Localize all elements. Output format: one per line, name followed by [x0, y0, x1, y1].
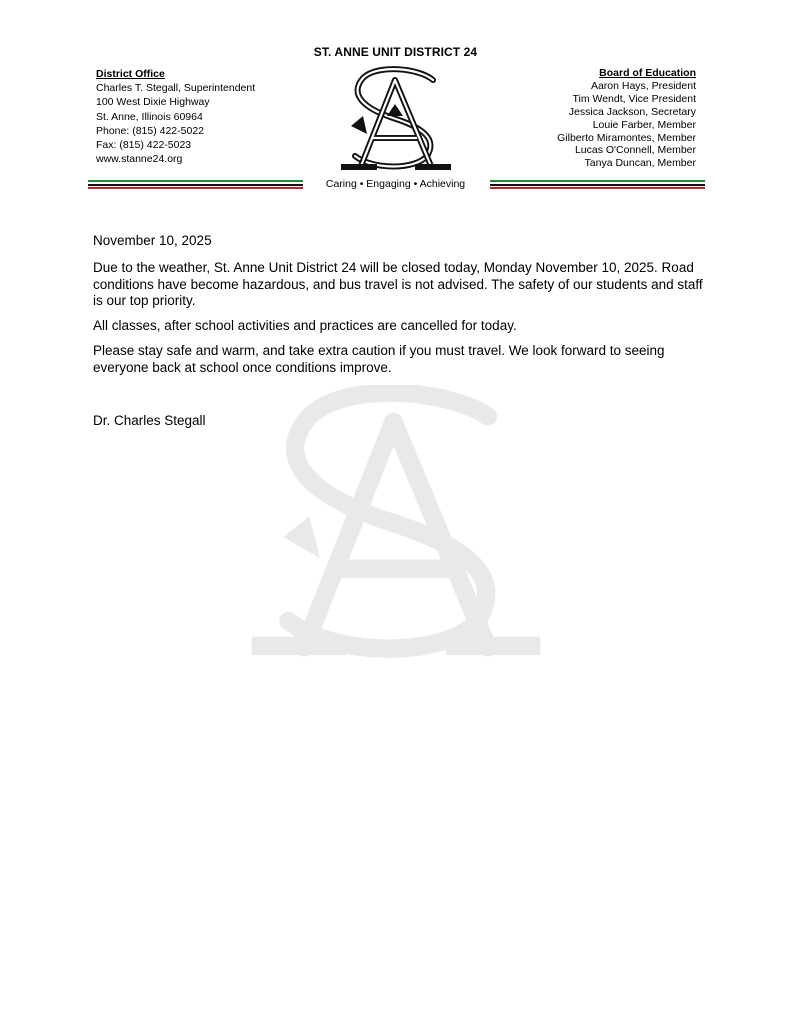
letter-paragraph: All classes, after school activities and practices are cancelled for today. [93, 318, 517, 334]
district-title: ST. ANNE UNIT DISTRICT 24 [313, 45, 478, 59]
signature: Dr. Charles Stegall [93, 412, 206, 428]
board-member: Tanya Duncan, Member [584, 157, 696, 170]
board-member: Gilberto Miramontes, Member [557, 131, 696, 144]
letter-body [93, 233, 703, 437]
letter-paragraph: Due to the weather, St. Anne Unit District 24 will be closed today, Monday November 10, 2025. Road conditions have become hazardous, and bus travel is not advised. The safety of our students and staff is our top priority. [93, 259, 703, 309]
website-link[interactable]: www.stanne24.org [96, 153, 183, 166]
stripe-green [490, 180, 705, 182]
stripe-red [88, 187, 303, 189]
fax-line: Fax: (815) 422-5023 [96, 139, 192, 152]
district-office-heading: District Office [96, 68, 165, 80]
address-city: St. Anne, Illinois 60964 [96, 110, 203, 123]
district-office-block [96, 67, 255, 166]
stripe-black [490, 184, 705, 186]
stripe-red [490, 187, 705, 189]
phone-line: Phone: (815) 422-5022 [96, 124, 204, 137]
board-member: Tim Wendt, Vice President [572, 92, 696, 105]
district-logo [333, 66, 459, 172]
header-stripes-left [88, 180, 303, 189]
letter-paragraph: Please stay safe and warm, and take extra caution if you must travel. We look forward to seeing everyone back at school once conditions improve. [93, 342, 665, 375]
stripe-black [88, 184, 303, 186]
board-heading: Board of Education [599, 67, 696, 79]
superintendent-line: Charles T. Stegall, Superintendent [96, 82, 256, 95]
board-member: Louie Farber, Member [592, 118, 696, 131]
board-member: Aaron Hays, President [590, 79, 696, 92]
header-stripes-right [490, 180, 705, 189]
board-member: Jessica Jackson, Secretary [568, 105, 696, 118]
address-street: 100 West Dixie Highway [96, 96, 210, 109]
board-member: Lucas O'Connell, Member [574, 144, 696, 157]
letter-date: November 10, 2025 [93, 233, 212, 248]
stripe-green [88, 180, 303, 182]
tagline: Caring • Engaging • Achieving [325, 178, 466, 190]
board-of-education-block [557, 67, 696, 170]
